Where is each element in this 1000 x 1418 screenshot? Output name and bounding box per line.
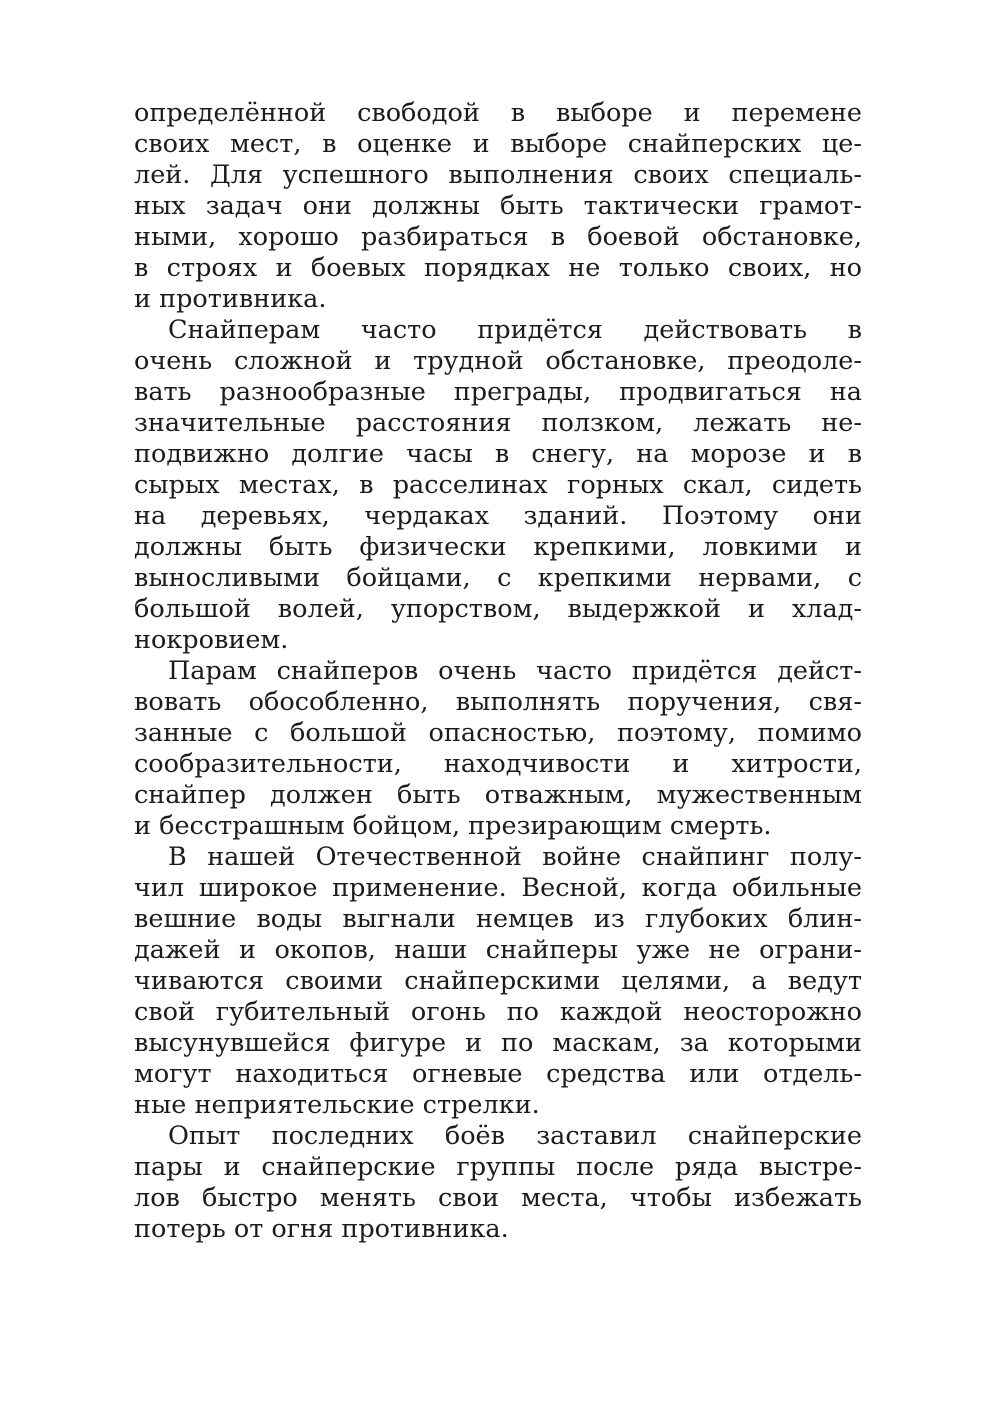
text-line: большой волей, упорством, выдержкой и хлад- <box>134 594 862 624</box>
text-line: значительные расстояния ползком, лежать не- <box>134 408 862 438</box>
text-line: потерь от огня противника. <box>134 1214 509 1244</box>
text-line: определённой свободой в выборе и перемене <box>134 98 862 128</box>
text-line: пары и снайперские группы после ряда выстре- <box>134 1152 862 1182</box>
text-line: В нашей Отечественной войне снайпинг полу- <box>168 842 862 872</box>
text-line: Парам снайперов очень часто придётся дейст- <box>168 656 862 686</box>
text-line: и бесстрашным бойцом, презирающим смерть. <box>134 811 772 841</box>
text-line: очень сложной и трудной обстановке, преодоле- <box>134 346 862 376</box>
text-line: высунувшейся фигуре и по маскам, за которыми <box>134 1028 862 1058</box>
paragraph-1 <box>134 98 862 315</box>
text-line: Снайперам часто придётся действовать в <box>168 315 862 345</box>
text-line: должны быть физически крепкими, ловкими и <box>134 532 862 562</box>
text-line: свой губительный огонь по каждой неосторожно <box>134 997 862 1027</box>
text-line: вать разнообразные преграды, продвигаться на <box>134 377 862 407</box>
text-line: на деревьях, чердаках зданий. Поэтому они <box>134 501 862 531</box>
text-line: и противника. <box>134 284 327 314</box>
text-line: вовать обособленно, выполнять поручения, свя- <box>134 687 862 717</box>
text-line: чиваются своими снайперскими целями, а ведут <box>134 966 862 996</box>
text-line: дажей и окопов, наши снайперы уже не ограни- <box>134 935 862 965</box>
paragraph-5 <box>134 1121 862 1245</box>
text-line: лей. Для успешного выполнения своих специаль- <box>134 160 862 190</box>
paragraph-2 <box>134 315 862 656</box>
text-line: могут находиться огневые средства или отдель- <box>134 1059 862 1089</box>
paragraph-4 <box>134 842 862 1121</box>
text-line: в строях и боевых порядках не только своих, но <box>134 253 862 283</box>
text-line: подвижно долгие часы в снегу, на морозе и в <box>134 439 862 469</box>
text-line: нокровием. <box>134 625 289 655</box>
text-line: сырых местах, в расселинах горных скал, сидеть <box>134 470 862 500</box>
text-line: ными, хорошо разбираться в боевой обстановке, <box>134 222 862 252</box>
text-line: Опыт последних боёв заставил снайперские <box>168 1121 862 1151</box>
text-line: ные неприятельские стрелки. <box>134 1090 540 1120</box>
text-line: лов быстро менять свои места, чтобы избежать <box>134 1183 862 1213</box>
paragraph-3 <box>134 656 862 842</box>
text-line: сообразительности, находчивости и хитрости, <box>134 749 862 779</box>
text-line: занные с большой опасностью, поэтому, помимо <box>134 718 862 748</box>
text-line: чил широкое применение. Весной, когда обильные <box>134 873 862 903</box>
text-line: вешние воды выгнали немцев из глубоких блин- <box>134 904 862 934</box>
text-line: снайпер должен быть отважным, мужественным <box>134 780 862 810</box>
text-line: ных задач они должны быть тактически грамот- <box>134 191 862 221</box>
text-line: своих мест, в оценке и выборе снайперских це- <box>134 129 862 159</box>
page-body-text <box>134 98 862 1245</box>
text-line: выносливыми бойцами, с крепкими нервами, с <box>134 563 862 593</box>
